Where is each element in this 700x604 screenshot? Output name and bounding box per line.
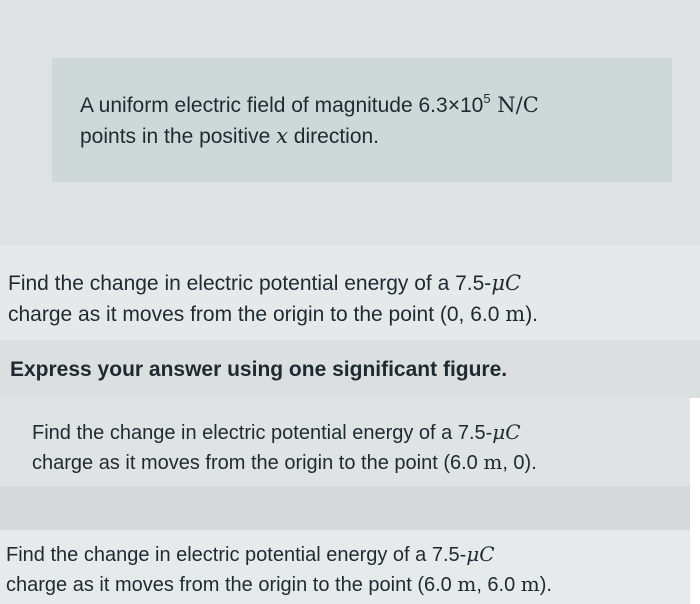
- question-text: Find the change in electric potential energy of a 7.5-: [8, 272, 492, 295]
- intro-line-1: [80, 90, 672, 121]
- meter-unit: m: [520, 572, 540, 596]
- intro-text: A uniform electric field of magnitude 6.3×10: [80, 94, 484, 117]
- question-text: Find the change in electric potential energy of a 7.5-: [6, 544, 467, 566]
- question-text: , 6.0: [476, 574, 521, 596]
- section-divider: [0, 486, 700, 530]
- significant-figure-hint: Express your answer using one significant figure.: [10, 358, 508, 381]
- question-text: ).: [539, 574, 552, 596]
- charge-unit: μC: [491, 271, 522, 295]
- question-text: charge as it moves from the origin to the point (6.0: [6, 574, 458, 596]
- question-text: charge as it moves from the origin to the point (6.0: [32, 452, 484, 474]
- part-3-question: [0, 530, 700, 604]
- x-variable: x: [276, 124, 288, 148]
- part3-line-2: [6, 570, 700, 600]
- intro-line-2: [80, 121, 672, 152]
- part2-line-1: [32, 418, 700, 448]
- problem-statement-box: [52, 58, 672, 182]
- screen-edge: [690, 398, 700, 604]
- charge-unit: μC: [492, 420, 521, 444]
- part-1-question: [0, 245, 700, 340]
- exponent: 5: [483, 91, 491, 106]
- question-text: charge as it moves from the origin to the point (0, 6.0: [8, 303, 506, 326]
- part1-line-2: [8, 299, 700, 330]
- problem-intro-section: [0, 0, 700, 245]
- part2-line-2: [32, 448, 700, 478]
- meter-unit: m: [457, 572, 477, 596]
- intro-text: points in the positive: [80, 125, 277, 148]
- question-text: ).: [525, 303, 539, 326]
- charge-unit: μC: [466, 542, 495, 566]
- meter-unit: m: [483, 450, 503, 474]
- part3-line-1: [6, 540, 700, 570]
- part1-line-1: [8, 268, 700, 299]
- question-text: Find the change in electric potential energy of a 7.5-: [32, 422, 493, 444]
- intro-text: direction.: [287, 125, 380, 148]
- part-2-question: [0, 398, 700, 486]
- answer-instruction: [0, 340, 700, 398]
- field-unit: N/C: [490, 93, 539, 117]
- meter-unit: m: [505, 302, 526, 326]
- question-text: , 0).: [502, 452, 537, 474]
